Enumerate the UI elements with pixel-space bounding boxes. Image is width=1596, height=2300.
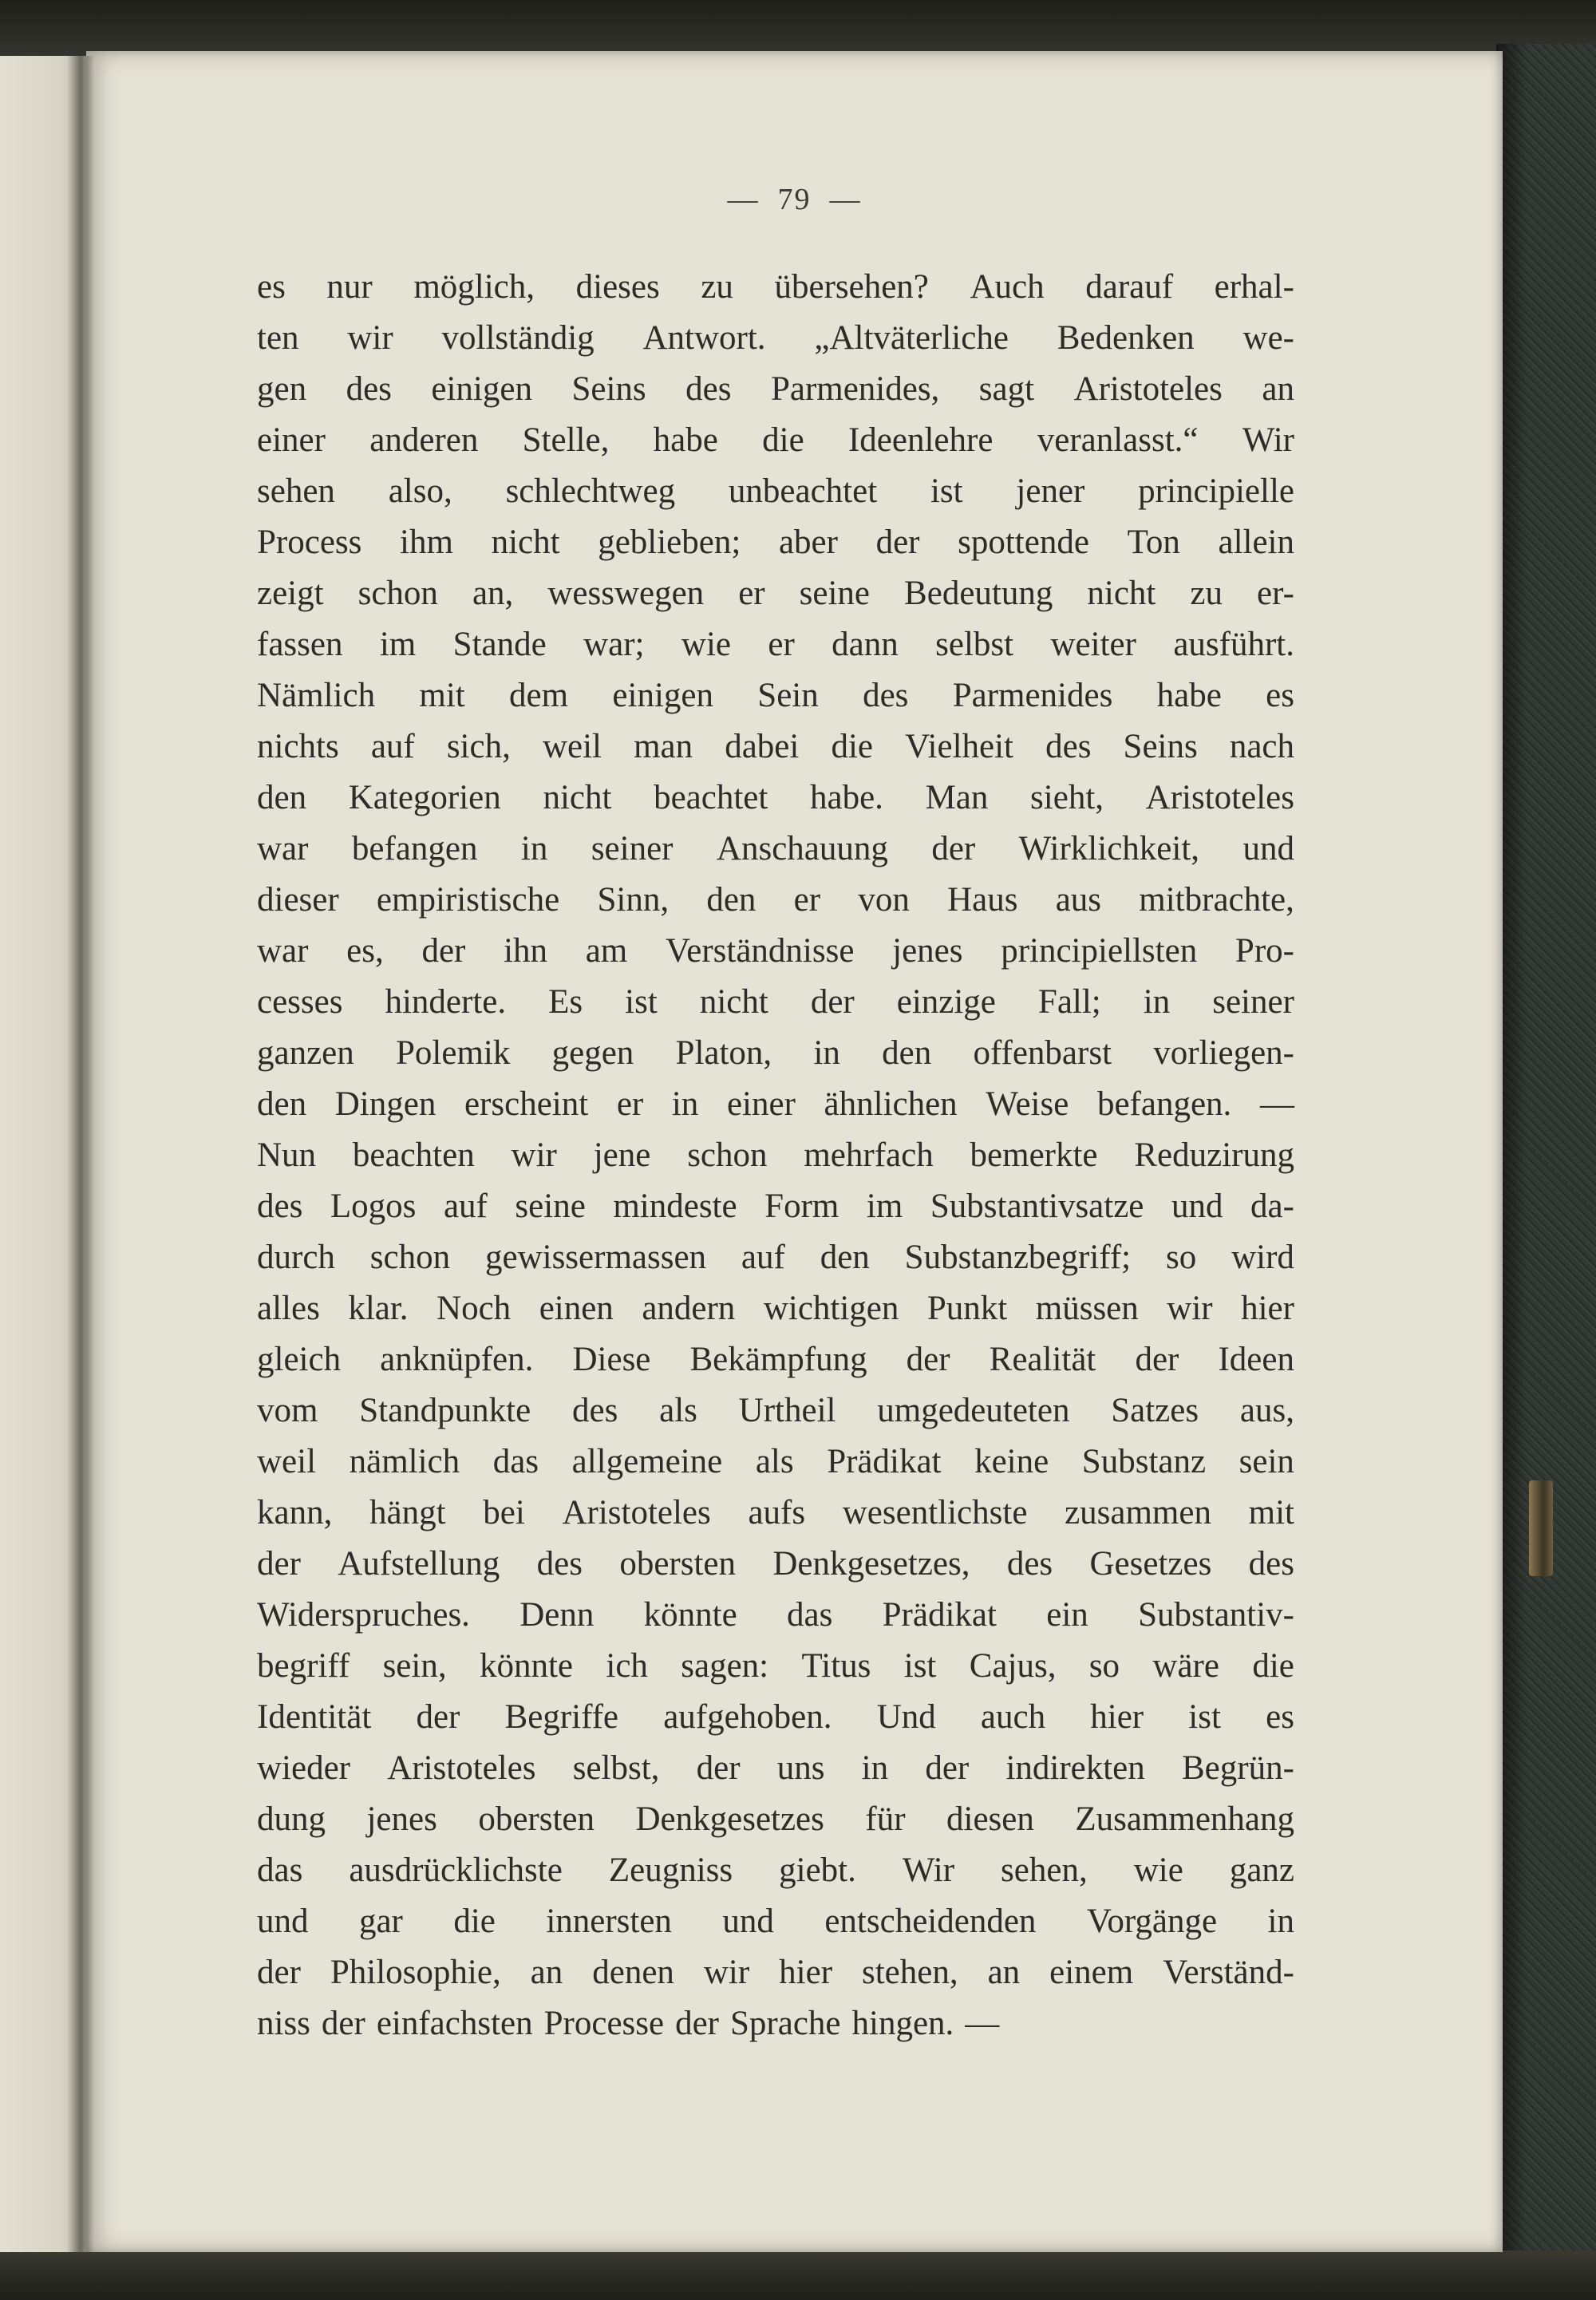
page-gutter — [67, 56, 94, 2252]
text-line: des Logos auf seine mindeste Form im Substantivsatze und da- — [257, 1188, 1294, 1225]
text-line: dung jenes obersten Denkgesetzes für diesen Zusammenhang — [257, 1800, 1294, 1838]
text-line: und gar die innersten und entscheidenden Vorgänge in — [257, 1903, 1294, 1940]
text-line: der Philosophie, an denen wir hier stehen, an einem Verständ- — [257, 1954, 1294, 1991]
text-line: den Dingen erscheint er in einer ähnlichen Weise befangen. — — [257, 1085, 1294, 1123]
text-line: Nämlich mit dem einigen Sein des Parmenides habe es — [257, 677, 1294, 714]
text-line: alles klar. Noch einen andern wichtigen Punkt müssen wir hier — [257, 1290, 1294, 1327]
page-number: — 79 — — [727, 183, 862, 216]
text-line: durch schon gewissermassen auf den Substanzbegriff; so wird — [257, 1239, 1294, 1276]
text-line: zeigt schon an, wesswegen er seine Bedeutung nicht zu er- — [257, 575, 1294, 612]
text-line: nichts auf sich, weil man dabei die Vielheit des Seins nach — [257, 728, 1294, 765]
text-line: vom Standpunkte des als Urtheil umgedeuteten Satzes aus, — [257, 1392, 1294, 1429]
text-line: der Aufstellung des obersten Denkgesetzes, des Gesetzes des — [257, 1545, 1294, 1583]
text-line: einer anderen Stelle, habe die Ideenlehre veranlasst.“ Wir — [257, 421, 1294, 459]
text-line: sehen also, schlechtweg unbeachtet ist jener principielle — [257, 472, 1294, 510]
text-line: ganzen Polemik gegen Platon, in den offenbarst vorliegen- — [257, 1034, 1294, 1072]
text-line: niss der einfachsten Processe der Sprache hingen. — — [257, 2005, 1000, 2042]
text-line: weil nämlich das allgemeine als Prädikat keine Substanz sein — [257, 1443, 1294, 1480]
text-line: den Kategorien nicht beachtet habe. Man sieht, Aristoteles — [257, 779, 1294, 816]
text-line: dieser empiristische Sinn, den er von Haus aus mitbrachte, — [257, 881, 1294, 919]
text-line: gleich anknüpfen. Diese Bekämpfung der Realität der Ideen — [257, 1341, 1294, 1378]
cover-top-edge — [0, 0, 1596, 56]
text-line: Widerspruches. Denn könnte das Prädikat ein Substantiv- — [257, 1596, 1294, 1634]
text-line: begriff sein, könnte ich sagen: Titus ist Cajus, so wäre die — [257, 1647, 1294, 1685]
text-line: das ausdrücklichste Zeugniss giebt. Wir sehen, wie ganz — [257, 1851, 1294, 1889]
clasp-icon — [1529, 1480, 1553, 1576]
text-line: Identität der Begriffe aufgehoben. Und auch hier ist es — [257, 1698, 1294, 1736]
text-line: war befangen in seiner Anschauung der Wirklichkeit, und — [257, 830, 1294, 867]
text-line: es nur möglich, dieses zu übersehen? Auch darauf erhal- — [257, 268, 1294, 306]
text-line: Nun beachten wir jene schon mehrfach bemerkte Reduzirung — [257, 1136, 1294, 1174]
text-line: Process ihm nicht geblieben; aber der spottende Ton allein — [257, 524, 1294, 561]
text-line: wieder Aristoteles selbst, der uns in der indirekten Begrün- — [257, 1749, 1294, 1787]
text-line: war es, der ihn am Verständnisse jenes principiellsten Pro- — [257, 932, 1294, 970]
text-line: kann, hängt bei Aristoteles aufs wesentlichste zusammen mit — [257, 1494, 1294, 1531]
text-line: cesses hinderte. Es ist nicht der einzige Fall; in seiner — [257, 983, 1294, 1021]
cover-bottom-edge — [0, 2251, 1596, 2300]
text-line: gen des einigen Seins des Parmenides, sagt Aristoteles an — [257, 370, 1294, 408]
text-line: fassen im Stande war; wie er dann selbst weiter ausführt. — [257, 626, 1294, 663]
body-text — [257, 262, 1294, 2049]
text-line: ten wir vollständig Antwort. „Altväterliche Bedenken we- — [257, 319, 1294, 357]
